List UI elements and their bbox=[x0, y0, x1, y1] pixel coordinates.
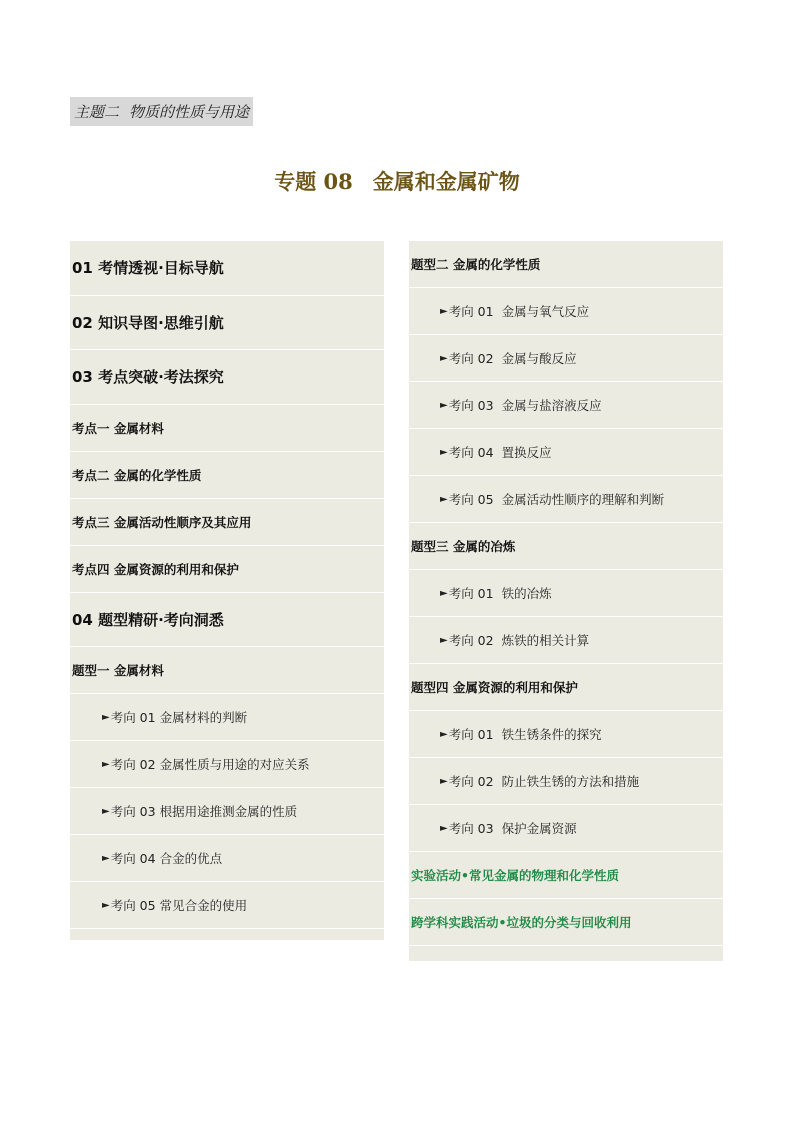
triangle-right-icon: ► bbox=[102, 758, 110, 770]
toc-item[interactable]: ► 考向 03 金属与盐溶液反应 bbox=[409, 382, 723, 429]
toc-item[interactable]: ► 考向 04 合金的优点 bbox=[70, 835, 384, 882]
triangle-right-icon: ► bbox=[440, 493, 448, 505]
triangle-right-icon: ► bbox=[102, 852, 110, 864]
triangle-right-icon: ► bbox=[440, 728, 448, 740]
toc-item[interactable]: ► 考向 03 根据用途推测金属的性质 bbox=[70, 788, 384, 835]
toc-activity-experiment[interactable]: 实验活动•常见金属的物理和化学性质 bbox=[409, 852, 723, 899]
toc-kaodian-4[interactable]: 考点四 金属资源的利用和保护 bbox=[70, 546, 384, 593]
toc-kaodian-2[interactable]: 考点二 金属的化学性质 bbox=[70, 452, 384, 499]
triangle-right-icon: ► bbox=[102, 711, 110, 723]
toc-item[interactable]: ► 考向 02 炼铁的相关计算 bbox=[409, 617, 723, 664]
topic-label: 主题二 bbox=[74, 103, 120, 121]
toc-section-01[interactable]: 01 考情透视·目标导航 bbox=[70, 241, 384, 296]
page-title bbox=[0, 166, 794, 196]
toc-kaodian-3[interactable]: 考点三 金属活动性顺序及其应用 bbox=[70, 499, 384, 546]
toc-section-04[interactable]: 04 题型精研·考向洞悉 bbox=[70, 593, 384, 648]
toc-kaodian-1[interactable]: 考点一 金属材料 bbox=[70, 405, 384, 452]
triangle-right-icon: ► bbox=[102, 899, 110, 911]
topic-tag bbox=[70, 97, 253, 126]
title-main: 金属和金属矿物 bbox=[372, 169, 520, 194]
triangle-right-icon: ► bbox=[440, 399, 448, 411]
title-prefix: 专题 08 bbox=[274, 169, 353, 194]
toc-right-column bbox=[409, 241, 723, 961]
toc-tixing-3[interactable]: 题型三 金属的冶炼 bbox=[409, 523, 723, 570]
toc-item[interactable]: ► 考向 05 金属活动性顺序的理解和判断 bbox=[409, 476, 723, 523]
toc-item[interactable]: ► 考向 05 常见合金的使用 bbox=[70, 882, 384, 929]
triangle-right-icon: ► bbox=[440, 775, 448, 787]
topic-name: 物质的性质与用途 bbox=[129, 103, 250, 121]
toc-section-03[interactable]: 03 考点突破·考法探究 bbox=[70, 350, 384, 405]
toc-item[interactable]: ► 考向 04 置换反应 bbox=[409, 429, 723, 476]
triangle-right-icon: ► bbox=[440, 352, 448, 364]
toc-left-column bbox=[70, 241, 384, 940]
toc-section-02[interactable]: 02 知识导图·思维引航 bbox=[70, 296, 384, 351]
triangle-right-icon: ► bbox=[440, 587, 448, 599]
triangle-right-icon: ► bbox=[440, 446, 448, 458]
toc-activity-interdisciplinary[interactable]: 跨学科实践活动•垃圾的分类与回收利用 bbox=[409, 899, 723, 946]
triangle-right-icon: ► bbox=[440, 634, 448, 646]
toc-tixing-4[interactable]: 题型四 金属资源的利用和保护 bbox=[409, 664, 723, 711]
triangle-right-icon: ► bbox=[440, 305, 448, 317]
toc-item[interactable]: ► 考向 02 防止铁生锈的方法和措施 bbox=[409, 758, 723, 805]
triangle-right-icon: ► bbox=[102, 805, 110, 817]
toc-tixing-1[interactable]: 题型一 金属材料 bbox=[70, 647, 384, 694]
toc-item[interactable]: ► 考向 03 保护金属资源 bbox=[409, 805, 723, 852]
toc-item[interactable]: ► 考向 01 金属与氧气反应 bbox=[409, 288, 723, 335]
toc-item[interactable]: ► 考向 02 金属性质与用途的对应关系 bbox=[70, 741, 384, 788]
triangle-right-icon: ► bbox=[440, 822, 448, 834]
toc-item[interactable]: ► 考向 01 铁生锈条件的探究 bbox=[409, 711, 723, 758]
toc-item[interactable]: ► 考向 01 铁的冶炼 bbox=[409, 570, 723, 617]
toc-tixing-2[interactable]: 题型二 金属的化学性质 bbox=[409, 241, 723, 288]
toc-item[interactable]: ► 考向 02 金属与酸反应 bbox=[409, 335, 723, 382]
toc-item[interactable]: ► 考向 01 金属材料的判断 bbox=[70, 694, 384, 741]
